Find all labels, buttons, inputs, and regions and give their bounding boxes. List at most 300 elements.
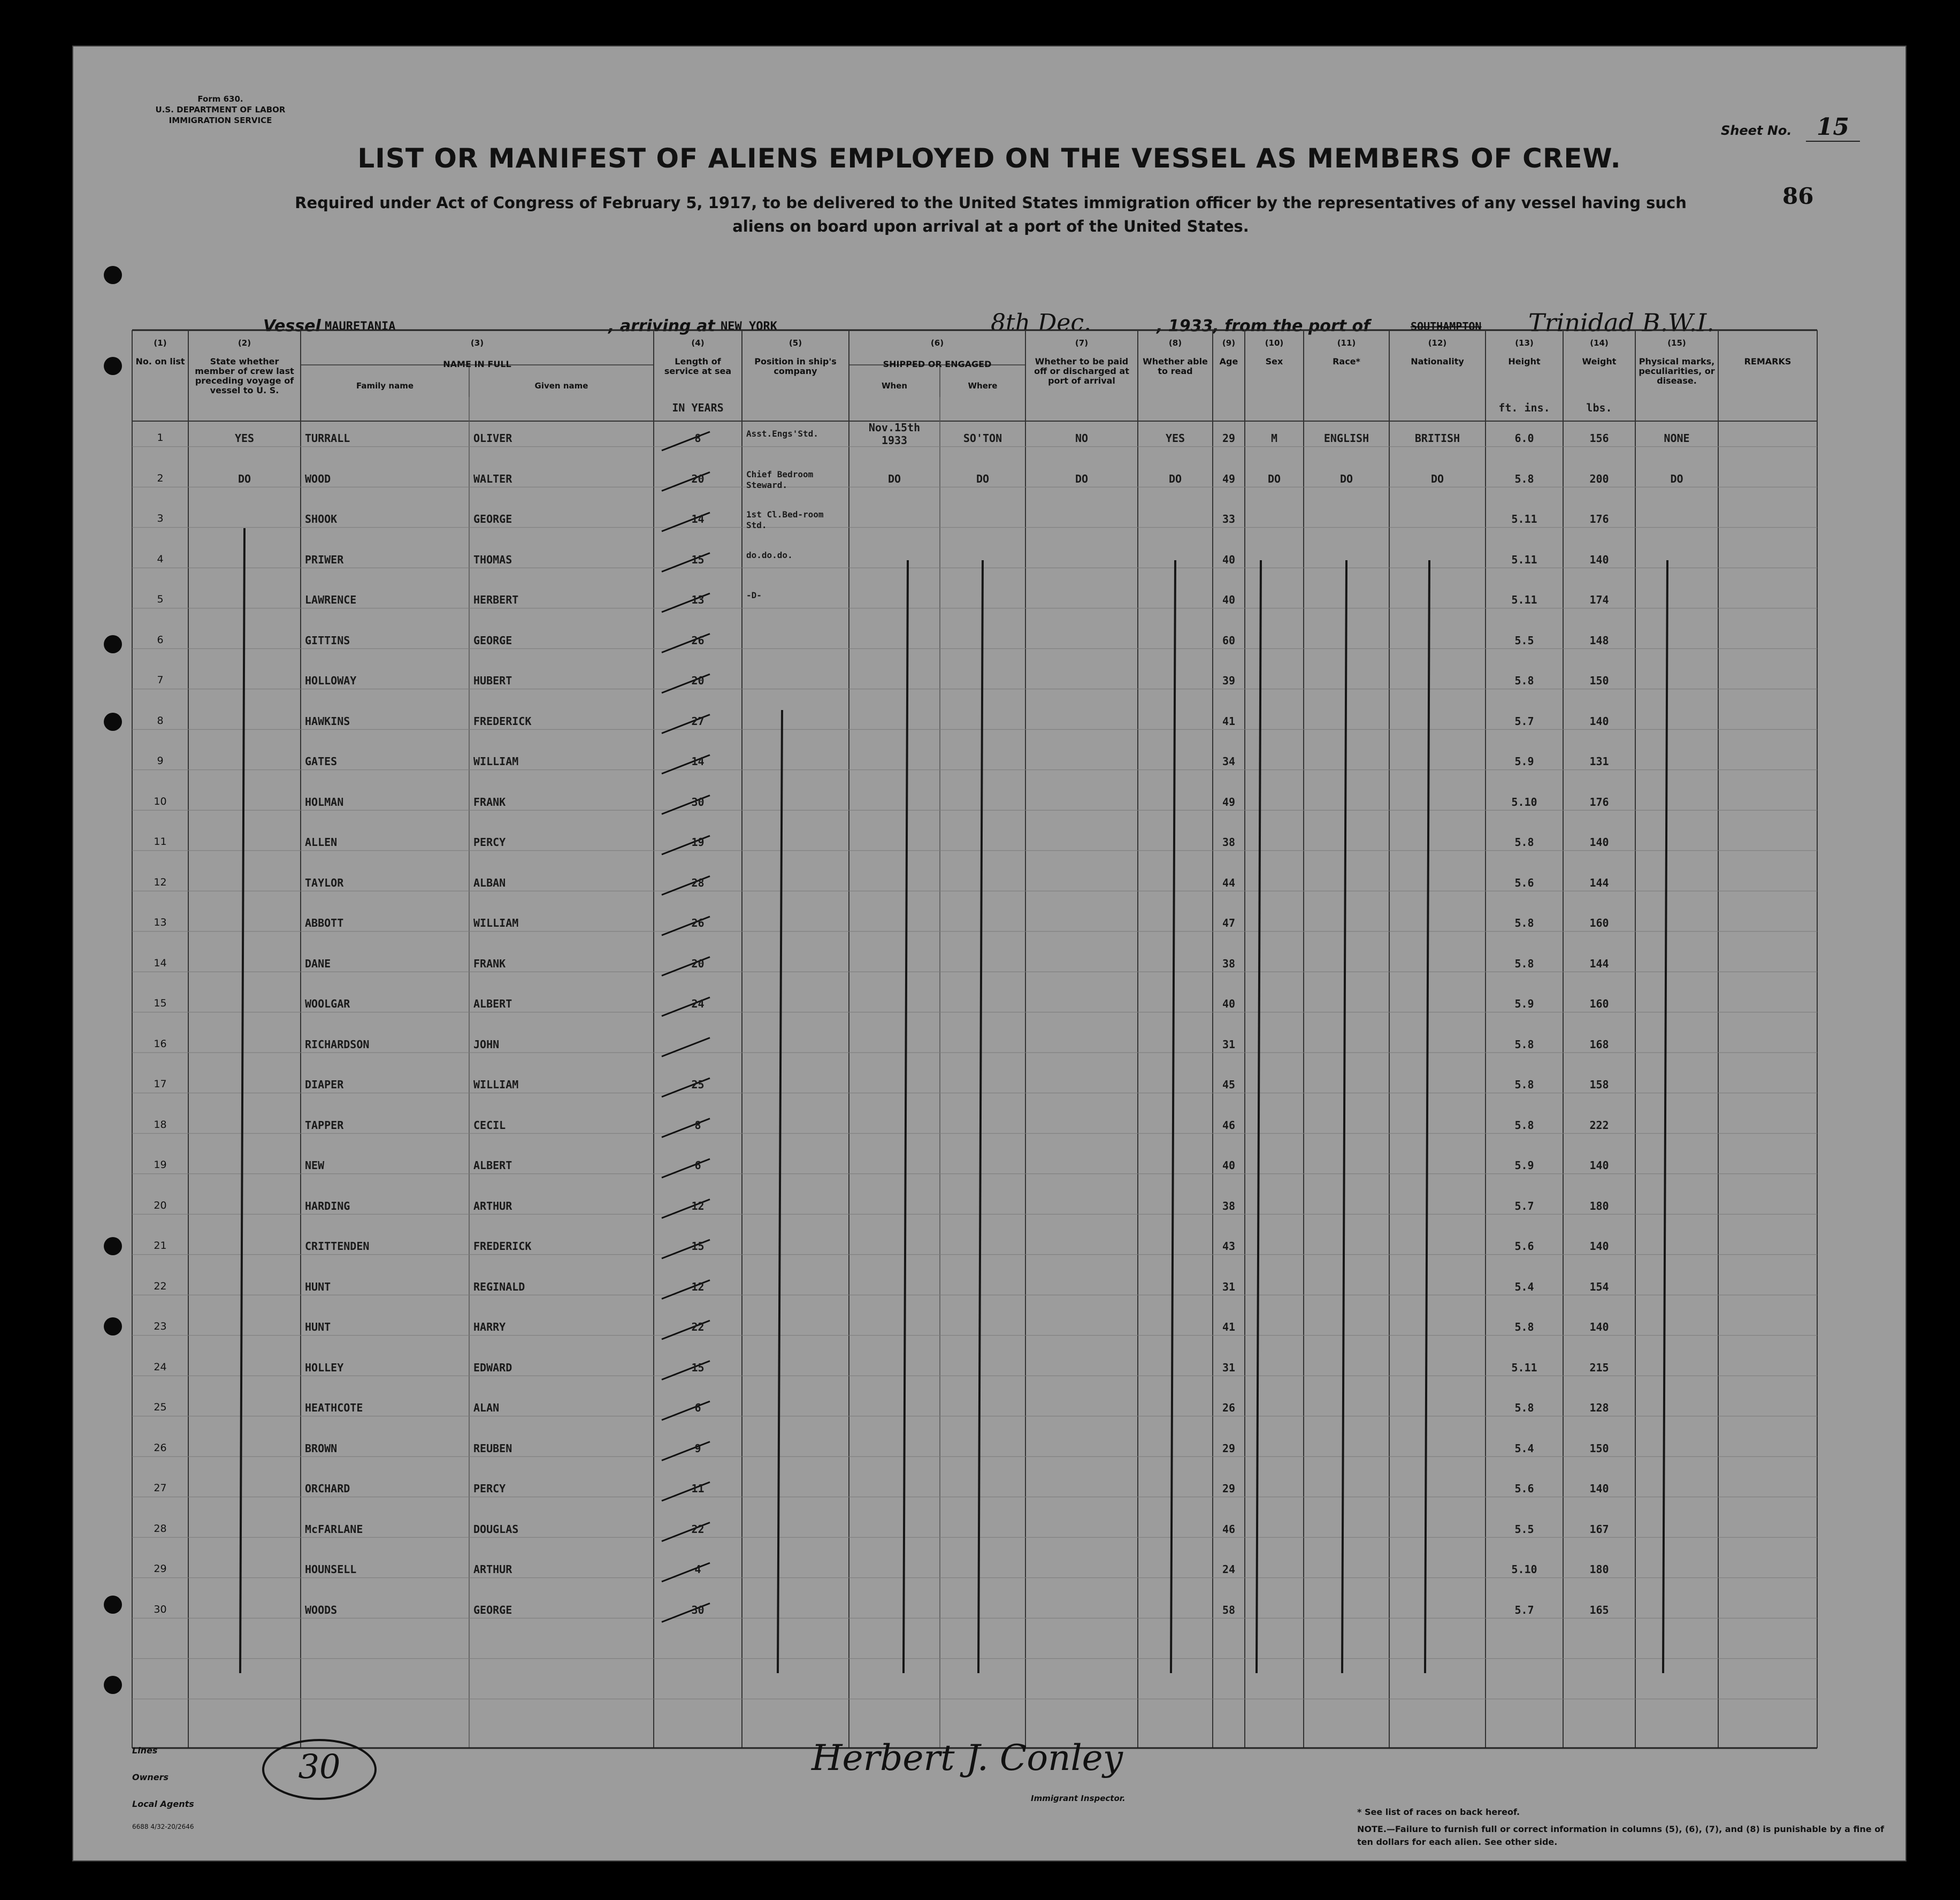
cell-where: DO bbox=[976, 472, 990, 485]
cell-height: 5.11 bbox=[1511, 1361, 1537, 1374]
cell-given: CECIL bbox=[473, 1118, 506, 1132]
cell-age: 49 bbox=[1222, 795, 1236, 808]
cell-family: HUNT bbox=[305, 1280, 331, 1293]
row-number: 27 bbox=[154, 1482, 167, 1494]
cell-crew: DO bbox=[238, 472, 251, 485]
column-number: (5) bbox=[788, 338, 802, 348]
row-number: 20 bbox=[154, 1199, 167, 1211]
cell-family: HAWKINS bbox=[305, 714, 350, 728]
cell-family: HOLMAN bbox=[305, 795, 344, 808]
cell-height: 5.10 bbox=[1511, 1563, 1537, 1576]
cell-age: 31 bbox=[1222, 1361, 1236, 1374]
cell-age: 34 bbox=[1222, 755, 1236, 768]
column-header: Race* bbox=[1333, 356, 1360, 367]
sheet-label: Sheet No. bbox=[1721, 123, 1792, 138]
cell-weight: 176 bbox=[1589, 795, 1609, 808]
cell-weight: 176 bbox=[1589, 513, 1609, 525]
cell-weight: 140 bbox=[1589, 1240, 1609, 1253]
row-number: 26 bbox=[154, 1441, 167, 1454]
cell-family: HARDING bbox=[305, 1199, 350, 1212]
column-header: Whether able to read bbox=[1143, 356, 1208, 376]
service: IMMIGRATION SERVICE bbox=[169, 116, 272, 125]
row-number: 21 bbox=[154, 1240, 167, 1252]
cell-given: ARTHUR bbox=[473, 1563, 512, 1576]
cell-family: LAWRENCE bbox=[305, 593, 357, 606]
cell-family: CRITTENDEN bbox=[305, 1240, 370, 1253]
column-units: IN YEARS bbox=[672, 401, 724, 414]
cell-service: 6 bbox=[694, 1401, 701, 1414]
cell-age: 33 bbox=[1222, 513, 1236, 525]
cell-age: 40 bbox=[1222, 593, 1236, 606]
column-header: Weight bbox=[1582, 356, 1617, 367]
cell-given: ALBERT bbox=[473, 1159, 512, 1172]
cell-service: 30 bbox=[691, 795, 705, 808]
cell-given: HERBERT bbox=[473, 593, 519, 606]
cell-marks: NONE bbox=[1664, 432, 1690, 445]
cell-age: 40 bbox=[1222, 553, 1236, 566]
column-header: Sex bbox=[1265, 356, 1283, 367]
cell-weight: 158 bbox=[1589, 1078, 1609, 1091]
ditto-vertical-line bbox=[904, 560, 908, 1673]
cell-height: 5.11 bbox=[1511, 593, 1537, 606]
cell-family: TAYLOR bbox=[305, 876, 344, 889]
cell-age: 45 bbox=[1222, 1078, 1236, 1091]
cell-weight: 140 bbox=[1589, 553, 1609, 566]
ditto-vertical-line bbox=[978, 560, 983, 1673]
cell-given: PERCY bbox=[473, 1482, 506, 1495]
signature-caption: Immigrant Inspector. bbox=[1031, 1794, 1126, 1803]
vessel-name: MAURETANIA bbox=[325, 320, 396, 333]
cell-family: DIAPER bbox=[305, 1078, 344, 1091]
cell-height: 5.11 bbox=[1511, 513, 1537, 525]
row-number: 14 bbox=[154, 957, 167, 969]
cell-family: HOUNSELL bbox=[305, 1563, 357, 1576]
row-number: 9 bbox=[157, 755, 164, 767]
column-header: Age bbox=[1219, 356, 1238, 367]
row-number: 15 bbox=[154, 997, 167, 1009]
cell-service: 4 bbox=[694, 1563, 701, 1576]
column-units: lbs. bbox=[1586, 401, 1612, 414]
row-number: 19 bbox=[154, 1159, 167, 1171]
row-number: 23 bbox=[154, 1321, 167, 1332]
cell-height: 5.8 bbox=[1514, 472, 1534, 485]
cell-height: 5.5 bbox=[1514, 634, 1534, 647]
cell-given: THOMAS bbox=[473, 553, 512, 566]
cell-given: GEORGE bbox=[473, 1603, 512, 1616]
cell-height: 5.7 bbox=[1514, 1603, 1534, 1616]
form-number: Form 630. bbox=[197, 94, 243, 104]
page-number: 86 bbox=[1782, 183, 1814, 209]
cell-given: WILLIAM bbox=[473, 755, 519, 768]
cell-race: DO bbox=[1339, 472, 1353, 485]
cell-age: 44 bbox=[1222, 876, 1236, 889]
cell-when: Nov.15th 1933 bbox=[868, 421, 921, 447]
column-header: No. on list bbox=[135, 356, 185, 367]
cell-family: PRIWER bbox=[305, 553, 344, 566]
row-number: 1 bbox=[157, 432, 164, 444]
column-subheader: Family name bbox=[356, 381, 414, 391]
cell-age: 46 bbox=[1222, 1118, 1236, 1132]
cell-weight: 180 bbox=[1589, 1199, 1609, 1212]
cell-age: 43 bbox=[1222, 1240, 1236, 1253]
cell-height: 5.8 bbox=[1514, 836, 1534, 849]
cell-age: 24 bbox=[1222, 1563, 1236, 1576]
cell-sex: DO bbox=[1267, 472, 1281, 485]
cell-given: ALAN bbox=[473, 1401, 500, 1414]
column-number: (3) bbox=[470, 338, 484, 348]
cell-weight: 174 bbox=[1589, 593, 1609, 606]
cell-weight: 168 bbox=[1589, 1037, 1609, 1051]
cell-age: 29 bbox=[1222, 1482, 1236, 1495]
cell-read: DO bbox=[1168, 472, 1182, 485]
cell-family: TURRALL bbox=[305, 432, 350, 445]
cell-weight: 200 bbox=[1589, 472, 1609, 485]
cell-age: 49 bbox=[1222, 472, 1236, 485]
subtitle-line-2: aliens on board upon arrival at a port of the United States. bbox=[732, 217, 1249, 235]
cell-age: 26 bbox=[1222, 1401, 1236, 1414]
cell-paid: DO bbox=[1075, 472, 1089, 485]
cell-weight: 160 bbox=[1589, 997, 1609, 1010]
cell-height: 5.7 bbox=[1514, 1199, 1534, 1212]
cell-family: ABBOTT bbox=[305, 917, 344, 929]
cell-service: 26 bbox=[691, 634, 705, 647]
cell-height: 5.8 bbox=[1514, 957, 1534, 970]
cell-weight: 160 bbox=[1589, 917, 1609, 929]
column-number: (9) bbox=[1222, 338, 1236, 348]
row-number: 2 bbox=[157, 472, 164, 484]
row-number: 17 bbox=[154, 1078, 167, 1090]
ditto-vertical-line bbox=[240, 528, 244, 1673]
cell-height: 5.9 bbox=[1514, 997, 1534, 1010]
cell-height: 5.6 bbox=[1514, 1482, 1534, 1495]
cell-given: ALBAN bbox=[473, 876, 506, 889]
cell-family: HOLLEY bbox=[305, 1361, 344, 1374]
cell-position: 1st Cl.Bed-room Std. bbox=[746, 509, 824, 530]
cell-given: REGINALD bbox=[473, 1280, 525, 1293]
cell-service: 6 bbox=[694, 1159, 701, 1172]
column-number: (8) bbox=[1168, 338, 1182, 348]
penalty-note: NOTE.—Failure to furnish full or correct information in columns (5), (6), (7), and (8) is punishable by a fine of ten dollars for each alien. See other side. bbox=[1357, 1824, 1885, 1847]
cell-height: 5.8 bbox=[1514, 1401, 1534, 1414]
cell-height: 5.6 bbox=[1514, 1240, 1534, 1253]
cell-where: SO'TON bbox=[963, 432, 1002, 445]
cell-family: SHOOK bbox=[305, 513, 338, 525]
column-number: (13) bbox=[1515, 338, 1534, 348]
cell-weight: 140 bbox=[1589, 1482, 1609, 1495]
row-number: 28 bbox=[154, 1522, 167, 1535]
cell-given: WALTER bbox=[473, 472, 512, 485]
cell-when: DO bbox=[887, 472, 901, 485]
cell-family: BROWN bbox=[305, 1441, 338, 1455]
cell-family: WOOD bbox=[305, 472, 331, 485]
cell-sex: M bbox=[1270, 432, 1278, 445]
cell-service: 28 bbox=[691, 876, 705, 889]
cell-service: 12 bbox=[691, 1280, 705, 1293]
ditto-vertical-line bbox=[1425, 560, 1429, 1673]
cell-given: PERCY bbox=[473, 836, 506, 849]
cell-position: Asst.Engs'Std. bbox=[746, 429, 818, 439]
cell-service: 9 bbox=[694, 1441, 701, 1455]
cell-age: 38 bbox=[1222, 836, 1236, 849]
cell-family: HEATHCOTE bbox=[305, 1401, 363, 1414]
cell-service: 8 bbox=[694, 432, 701, 445]
cell-service: 12 bbox=[691, 1199, 705, 1212]
circled-count: 30 bbox=[298, 1747, 341, 1786]
row-number: 10 bbox=[154, 795, 167, 807]
cell-family: TAPPER bbox=[305, 1118, 344, 1132]
column-number: (7) bbox=[1075, 338, 1089, 348]
row-number: 29 bbox=[154, 1563, 167, 1575]
column-header: State whether member of crew last preceding voyage of vessel to U. S. bbox=[195, 356, 294, 395]
arriving-label: , arriving at bbox=[608, 317, 715, 335]
column-number: (12) bbox=[1428, 338, 1447, 348]
cell-family: NEW bbox=[305, 1159, 325, 1172]
manifest-sheet bbox=[72, 45, 1907, 1861]
cell-age: 40 bbox=[1222, 997, 1236, 1010]
row-number: 16 bbox=[154, 1037, 167, 1050]
cell-weight: 140 bbox=[1589, 1321, 1609, 1333]
column-header: SHIPPED OR ENGAGED bbox=[883, 359, 992, 369]
row-number: 8 bbox=[157, 714, 164, 727]
cell-height: 5.8 bbox=[1514, 1321, 1534, 1333]
cell-weight: 150 bbox=[1589, 1441, 1609, 1455]
lines-label: Lines bbox=[132, 1745, 158, 1756]
cell-height: 6.0 bbox=[1514, 432, 1534, 445]
column-number: (4) bbox=[691, 338, 705, 348]
column-number: (11) bbox=[1337, 338, 1356, 348]
cell-height: 5.5 bbox=[1514, 1522, 1534, 1536]
row-number: 11 bbox=[154, 836, 167, 848]
cell-weight: 167 bbox=[1589, 1522, 1609, 1536]
cell-given: GEORGE bbox=[473, 513, 512, 525]
cell-family: ALLEN bbox=[305, 836, 338, 849]
row-number: 4 bbox=[157, 553, 164, 565]
arrival-date: 8th Dec. bbox=[991, 309, 1091, 337]
cell-age: 38 bbox=[1222, 957, 1236, 970]
cell-weight: 140 bbox=[1589, 714, 1609, 728]
row-number: 24 bbox=[154, 1361, 167, 1373]
column-number: (14) bbox=[1590, 338, 1609, 348]
cell-nationality: DO bbox=[1430, 472, 1444, 485]
column-header: NAME IN FULL bbox=[443, 359, 511, 369]
cell-weight: 154 bbox=[1589, 1280, 1609, 1293]
cell-family: GITTINS bbox=[305, 634, 350, 647]
column-header: Whether to be paid off or discharged at port of arrival bbox=[1034, 356, 1129, 386]
cell-given: FRANK bbox=[473, 795, 506, 808]
cell-given: FREDERICK bbox=[473, 714, 532, 728]
cell-family: RICHARDSON bbox=[305, 1037, 370, 1051]
column-number: (2) bbox=[238, 338, 251, 348]
cell-given: OLIVER bbox=[473, 432, 512, 445]
cell-marks: DO bbox=[1670, 472, 1683, 485]
column-header: REMARKS bbox=[1744, 356, 1791, 367]
cell-position: -D- bbox=[746, 590, 762, 600]
cell-family: WOOLGAR bbox=[305, 997, 350, 1010]
local-agents-label: Local Agents bbox=[132, 1799, 194, 1809]
cell-age: 47 bbox=[1222, 917, 1236, 929]
cell-given: HARRY bbox=[473, 1321, 506, 1333]
sheet-number: 15 bbox=[1806, 113, 1860, 142]
cell-age: 29 bbox=[1222, 1441, 1236, 1455]
cell-age: 29 bbox=[1222, 432, 1236, 445]
ditto-vertical-line bbox=[778, 710, 782, 1673]
cell-given: EDWARD bbox=[473, 1361, 512, 1374]
cell-weight: 148 bbox=[1589, 634, 1609, 647]
departure-port-struck: SOUTHAMPTON bbox=[1411, 320, 1482, 333]
cell-given: FREDERICK bbox=[473, 1240, 532, 1253]
cell-service: 20 bbox=[691, 472, 705, 485]
cell-weight: 150 bbox=[1589, 674, 1609, 687]
cell-family: HOLLOWAY bbox=[305, 674, 357, 687]
cell-given: WILLIAM bbox=[473, 917, 519, 929]
owners-label: Owners bbox=[132, 1772, 169, 1782]
cell-service: 27 bbox=[691, 714, 705, 728]
cell-service: 14 bbox=[691, 513, 705, 525]
cell-service: 15 bbox=[691, 1361, 705, 1374]
row-number: 6 bbox=[157, 634, 164, 646]
cell-weight: 165 bbox=[1589, 1603, 1609, 1616]
column-number: (1) bbox=[154, 338, 167, 348]
cell-weight: 180 bbox=[1589, 1563, 1609, 1576]
cell-service: 25 bbox=[691, 1078, 705, 1091]
print-code: 6688 4/32-20/2646 bbox=[132, 1823, 194, 1830]
row-number: 12 bbox=[154, 876, 167, 888]
cell-height: 5.8 bbox=[1514, 1078, 1534, 1091]
cell-weight: 128 bbox=[1589, 1401, 1609, 1414]
column-number: (6) bbox=[930, 338, 944, 348]
races-note: * See list of races on back hereof. bbox=[1357, 1807, 1520, 1817]
cell-weight: 144 bbox=[1589, 957, 1609, 970]
cell-weight: 222 bbox=[1589, 1118, 1609, 1132]
ditto-slash-mark bbox=[662, 1038, 710, 1057]
column-units: ft. ins. bbox=[1498, 401, 1550, 414]
cell-family: GATES bbox=[305, 755, 338, 768]
cell-height: 5.8 bbox=[1514, 917, 1534, 929]
cell-age: 41 bbox=[1222, 714, 1236, 728]
cell-service: 11 bbox=[691, 1482, 705, 1495]
row-number: 18 bbox=[154, 1118, 167, 1131]
cell-weight: 140 bbox=[1589, 1159, 1609, 1172]
cell-height: 5.8 bbox=[1514, 1037, 1534, 1051]
cell-height: 5.9 bbox=[1514, 755, 1534, 768]
cell-service: 24 bbox=[691, 997, 705, 1010]
cell-age: 38 bbox=[1222, 1199, 1236, 1212]
ditto-vertical-line bbox=[1171, 560, 1175, 1673]
cell-nationality: BRITISH bbox=[1414, 432, 1460, 445]
cell-age: 60 bbox=[1222, 634, 1236, 647]
cell-height: 5.7 bbox=[1514, 714, 1534, 728]
cell-weight: 140 bbox=[1589, 836, 1609, 849]
cell-height: 5.9 bbox=[1514, 1159, 1534, 1172]
vessel-label: Vessel bbox=[263, 317, 321, 335]
arriving-port: NEW YORK bbox=[721, 320, 777, 333]
cell-service: 13 bbox=[691, 593, 705, 606]
cell-height: 5.11 bbox=[1511, 553, 1537, 566]
departure-port: Trinidad B.W.I. bbox=[1528, 308, 1714, 337]
inspector-signature: Herbert J. Conley bbox=[811, 1737, 1123, 1779]
cell-family: DANE bbox=[305, 957, 331, 970]
cell-service: 22 bbox=[691, 1321, 705, 1333]
column-number: (15) bbox=[1667, 338, 1686, 348]
column-header: Length of service at sea bbox=[664, 356, 732, 376]
cell-weight: 131 bbox=[1589, 755, 1609, 768]
cell-service: 20 bbox=[691, 957, 705, 970]
cell-family: WOODS bbox=[305, 1603, 338, 1616]
cell-age: 58 bbox=[1222, 1603, 1236, 1616]
column-header: Height bbox=[1508, 356, 1541, 367]
cell-service: 15 bbox=[691, 553, 705, 566]
cell-weight: 144 bbox=[1589, 876, 1609, 889]
subtitle-line-1: Required under Act of Congress of February 5, 1917, to be delivered to the United States immigration officer by the representatives of any vessel having such bbox=[295, 194, 1687, 212]
cell-given: HUBERT bbox=[473, 674, 512, 687]
cell-paid: NO bbox=[1075, 432, 1089, 445]
row-number: 5 bbox=[157, 593, 164, 605]
ditto-vertical-line bbox=[1257, 560, 1261, 1673]
row-number: 25 bbox=[154, 1401, 167, 1413]
cell-age: 41 bbox=[1222, 1321, 1236, 1333]
cell-service: 8 bbox=[694, 1118, 701, 1132]
page-title: LIST OR MANIFEST OF ALIENS EMPLOYED ON THE VESSEL AS MEMBERS OF CREW. bbox=[357, 143, 1621, 174]
column-number: (10) bbox=[1265, 338, 1284, 348]
row-number: 3 bbox=[157, 513, 164, 524]
row-number: 7 bbox=[157, 674, 164, 686]
cell-height: 5.10 bbox=[1511, 795, 1537, 808]
cell-position: Chief Bedroom Steward. bbox=[746, 469, 814, 490]
cell-given: JOHN bbox=[473, 1037, 500, 1051]
column-subheader: Where bbox=[968, 381, 998, 391]
cell-age: 31 bbox=[1222, 1037, 1236, 1051]
column-header: Physical marks, peculiarities, or disease. bbox=[1639, 356, 1715, 386]
cell-height: 5.4 bbox=[1514, 1280, 1534, 1293]
cell-age: 46 bbox=[1222, 1522, 1236, 1536]
column-header: Nationality bbox=[1411, 356, 1464, 367]
cell-given: ALBERT bbox=[473, 997, 512, 1010]
cell-service: 22 bbox=[691, 1522, 705, 1536]
column-subheader: When bbox=[881, 381, 908, 391]
year-label: , 1933, from the port of bbox=[1157, 317, 1371, 335]
cell-family: ORCHARD bbox=[305, 1482, 350, 1495]
cell-age: 40 bbox=[1222, 1159, 1236, 1172]
column-subheader: Given name bbox=[534, 381, 588, 391]
cell-service: 15 bbox=[691, 1240, 705, 1253]
ditto-vertical-line bbox=[1663, 560, 1667, 1673]
cell-height: 5.4 bbox=[1514, 1441, 1534, 1455]
ditto-vertical-line bbox=[1342, 560, 1346, 1673]
row-number: 13 bbox=[154, 917, 167, 928]
cell-weight: 215 bbox=[1589, 1361, 1609, 1374]
cell-race: ENGLISH bbox=[1323, 432, 1369, 445]
row-number: 30 bbox=[154, 1603, 167, 1615]
cell-given: WILLIAM bbox=[473, 1078, 519, 1091]
cell-crew: YES bbox=[234, 432, 255, 445]
cell-service: 14 bbox=[691, 755, 705, 768]
cell-age: 39 bbox=[1222, 674, 1236, 687]
column-header: Position in ship's company bbox=[754, 356, 837, 376]
cell-weight: 156 bbox=[1589, 432, 1609, 445]
cell-service: 20 bbox=[691, 674, 705, 687]
cell-family: HUNT bbox=[305, 1321, 331, 1333]
cell-given: GEORGE bbox=[473, 634, 512, 647]
cell-given: DOUGLAS bbox=[473, 1522, 519, 1536]
cell-given: REUBEN bbox=[473, 1441, 512, 1455]
cell-age: 31 bbox=[1222, 1280, 1236, 1293]
cell-height: 5.8 bbox=[1514, 1118, 1534, 1132]
row-number: 22 bbox=[154, 1280, 167, 1292]
cell-service: 26 bbox=[691, 917, 705, 929]
cell-family: McFARLANE bbox=[305, 1522, 363, 1536]
cell-given: ARTHUR bbox=[473, 1199, 512, 1212]
cell-height: 5.6 bbox=[1514, 876, 1534, 889]
